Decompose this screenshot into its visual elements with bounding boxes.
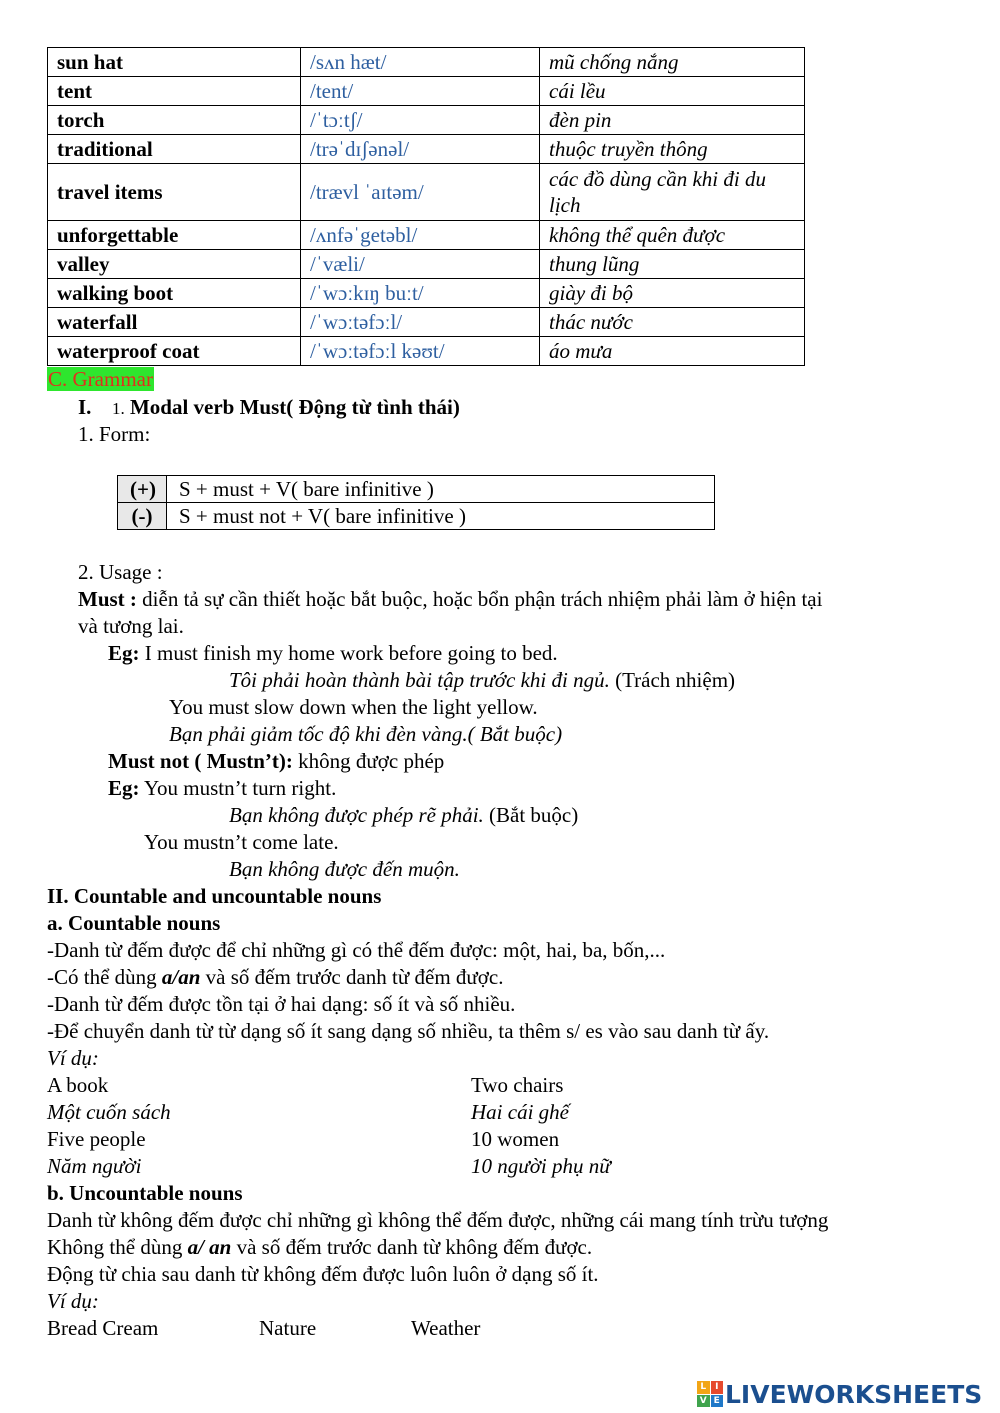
uncountable-example: Weather <box>411 1316 481 1340</box>
example-vi: Một cuốn sách <box>47 1100 171 1124</box>
uncountable-line-em: a/ an <box>187 1235 232 1259</box>
example-2: You must slow down when the light yellow. <box>169 695 538 719</box>
grammar-heading-text: C. Grammar <box>48 367 153 391</box>
logo-text: LIVEWORKSHEETS <box>725 1379 983 1409</box>
vocab-ipa: /ˈvæli/ <box>301 250 540 279</box>
table-row <box>118 503 715 530</box>
uncountable-line: Danh từ không đếm được chỉ những gì không thể đếm được, những cái mang tính trừu tượng <box>47 1208 829 1232</box>
vocab-word: sun hat <box>48 48 301 77</box>
example-2-translation: Bạn phải giảm tốc độ khi đèn vàng.( Bắt buộc) <box>169 722 563 746</box>
vocab-ipa: /ˈwɔːkɪŋ buːt/ <box>301 279 540 308</box>
form-sign: (-) <box>118 503 167 530</box>
countable-line: -Danh từ đếm được tồn tại ở hai dạng: số ít và số nhiều. <box>47 992 516 1016</box>
example-vi: 10 người phụ nữ <box>471 1154 611 1178</box>
table-row <box>48 48 805 77</box>
eg-label: Eg: <box>108 641 140 665</box>
vocab-ipa: /ʌnfəˈgetəbl/ <box>301 221 540 250</box>
uncountable-example-label: Ví dụ: <box>47 1289 99 1313</box>
vocab-word: torch <box>48 106 301 135</box>
table-row <box>48 250 805 279</box>
uncountable-line-pre: Không thể dùng <box>47 1235 188 1259</box>
vocab-word: traditional <box>48 135 301 164</box>
vocab-meaning: cái lều <box>540 77 805 106</box>
example-3-translation <box>229 802 578 829</box>
usage-label: 2. Usage : <box>78 560 163 584</box>
vocabulary-table <box>47 47 805 366</box>
logo-mark-letter: V <box>697 1395 710 1408</box>
example-en: 10 women <box>471 1127 560 1151</box>
vocab-word: waterproof coat <box>48 337 301 366</box>
vocab-meaning: mũ chống nắng <box>540 48 805 77</box>
vocab-ipa: /trævl ˈaɪtəm/ <box>301 164 540 221</box>
countable-line <box>47 964 503 991</box>
vocab-meaning: không thể quên được <box>540 221 805 250</box>
section-2-title: II. Countable and uncountable nouns <box>47 884 382 908</box>
table-row <box>48 106 805 135</box>
example-en: A book <box>47 1073 109 1097</box>
countable-title: a. Countable nouns <box>47 911 221 935</box>
form-sign: (+) <box>118 476 167 503</box>
logo-mark-letter: L <box>697 1381 710 1394</box>
example-en: Two chairs <box>471 1073 564 1097</box>
table-row <box>48 308 805 337</box>
form-text: S + must + V( bare infinitive ) <box>167 476 715 503</box>
section-1-roman: I. <box>78 395 92 419</box>
table-row <box>48 135 805 164</box>
uncountable-example: Bread Cream <box>47 1316 159 1340</box>
must-not-desc: không được phép <box>292 749 445 773</box>
eg-vi: Bạn không được phép rẽ phải. <box>229 803 484 827</box>
logo-mark-icon <box>697 1381 723 1407</box>
vocab-word: waterfall <box>48 308 301 337</box>
vocab-ipa: /ˈwɔːtəfɔːl kəʊt/ <box>301 337 540 366</box>
example-vi: Hai cái ghế <box>471 1100 569 1124</box>
table-row <box>118 476 715 503</box>
example-1 <box>108 640 558 667</box>
table-row <box>48 337 805 366</box>
eg-label: Eg: <box>108 776 140 800</box>
vocab-word: valley <box>48 250 301 279</box>
uncountable-example: Nature <box>259 1316 317 1340</box>
vocab-meaning: thác nước <box>540 308 805 337</box>
vocab-ipa: /ˈwɔːtəfɔːl/ <box>301 308 540 337</box>
must-label: Must : <box>78 587 137 611</box>
vocab-ipa: /trəˈdɪʃənəl/ <box>301 135 540 164</box>
vocab-meaning: đèn pin <box>540 106 805 135</box>
vocab-meaning: các đồ dùng cần khi đi du lịch <box>540 164 805 221</box>
example-vi: Năm người <box>47 1154 142 1178</box>
countable-line-post: và số đếm trước danh từ đếm được. <box>200 965 504 989</box>
logo-mark-letter: E <box>711 1395 724 1408</box>
eg-note: (Bắt buộc) <box>483 803 579 827</box>
vocab-word: travel items <box>48 164 301 221</box>
example-label: Ví dụ: <box>47 1046 99 1070</box>
uncountable-title: b. Uncountable nouns <box>47 1181 243 1205</box>
vocab-ipa: /sʌn hæt/ <box>301 48 540 77</box>
vocab-word: unforgettable <box>48 221 301 250</box>
grammar-heading <box>47 366 154 393</box>
section-1-title-text: Modal verb Must( Động từ tình thái) <box>129 395 460 419</box>
vocab-meaning: thuộc truyền thông <box>540 135 805 164</box>
form-text: S + must not + V( bare infinitive ) <box>167 503 715 530</box>
example-3 <box>108 775 336 802</box>
vocab-word: tent <box>48 77 301 106</box>
vocab-word: walking boot <box>48 279 301 308</box>
uncountable-line <box>47 1234 592 1261</box>
vocab-ipa: /tent/ <box>301 77 540 106</box>
vocab-meaning: áo mưa <box>540 337 805 366</box>
table-row <box>48 221 805 250</box>
must-description <box>78 586 822 613</box>
countable-line-em: a/an <box>161 965 201 989</box>
liveworksheets-logo[interactable] <box>697 1377 982 1411</box>
table-row <box>48 77 805 106</box>
section-1-num: 1. <box>111 399 125 418</box>
vocab-ipa: /ˈtɔːtʃ/ <box>301 106 540 135</box>
uncountable-line-post: và số đếm trước danh từ không đếm được. <box>231 1235 593 1259</box>
vocab-meaning: thung lũng <box>540 250 805 279</box>
must-not-label: Must not ( Mustn’t): <box>108 749 293 773</box>
example-1-translation <box>229 667 735 694</box>
example-en: Five people <box>47 1127 146 1151</box>
form-label: 1. Form: <box>78 422 151 446</box>
example-4: You mustn’t come late. <box>144 830 339 854</box>
countable-line: -Để chuyển danh từ từ dạng số ít sang dạng số nhiều, ta thêm s/ es vào sau danh từ ấy. <box>47 1019 770 1043</box>
vocab-meaning: giày đi bộ <box>540 279 805 308</box>
section-1-title <box>78 394 460 422</box>
must-desc-cont: và tương lai. <box>78 614 184 638</box>
eg-vi: Tôi phải hoàn thành bài tập trước khi đi ngủ. <box>229 668 610 692</box>
table-row <box>48 164 805 221</box>
countable-line-pre: -Có thể dùng <box>47 965 162 989</box>
eg-text: I must finish my home work before going to bed. <box>139 641 558 665</box>
must-not-description <box>108 748 444 775</box>
eg-text: You mustn’t turn right. <box>139 776 337 800</box>
example-4-translation: Bạn không được đến muộn. <box>229 857 460 881</box>
form-table <box>117 475 715 530</box>
eg-note: (Trách nhiệm) <box>609 668 736 692</box>
countable-line: -Danh từ đếm được để chỉ những gì có thể đếm được: một, hai, ba, bốn,... <box>47 938 666 962</box>
must-desc: diễn tả sự cần thiết hoặc bắt buộc, hoặc bổn phận trách nhiệm phải làm ở hiện tại <box>136 587 823 611</box>
logo-mark-letter: I <box>711 1381 724 1394</box>
table-row <box>48 279 805 308</box>
uncountable-line: Động từ chia sau danh từ không đếm được luôn luôn ở dạng số ít. <box>47 1262 599 1286</box>
